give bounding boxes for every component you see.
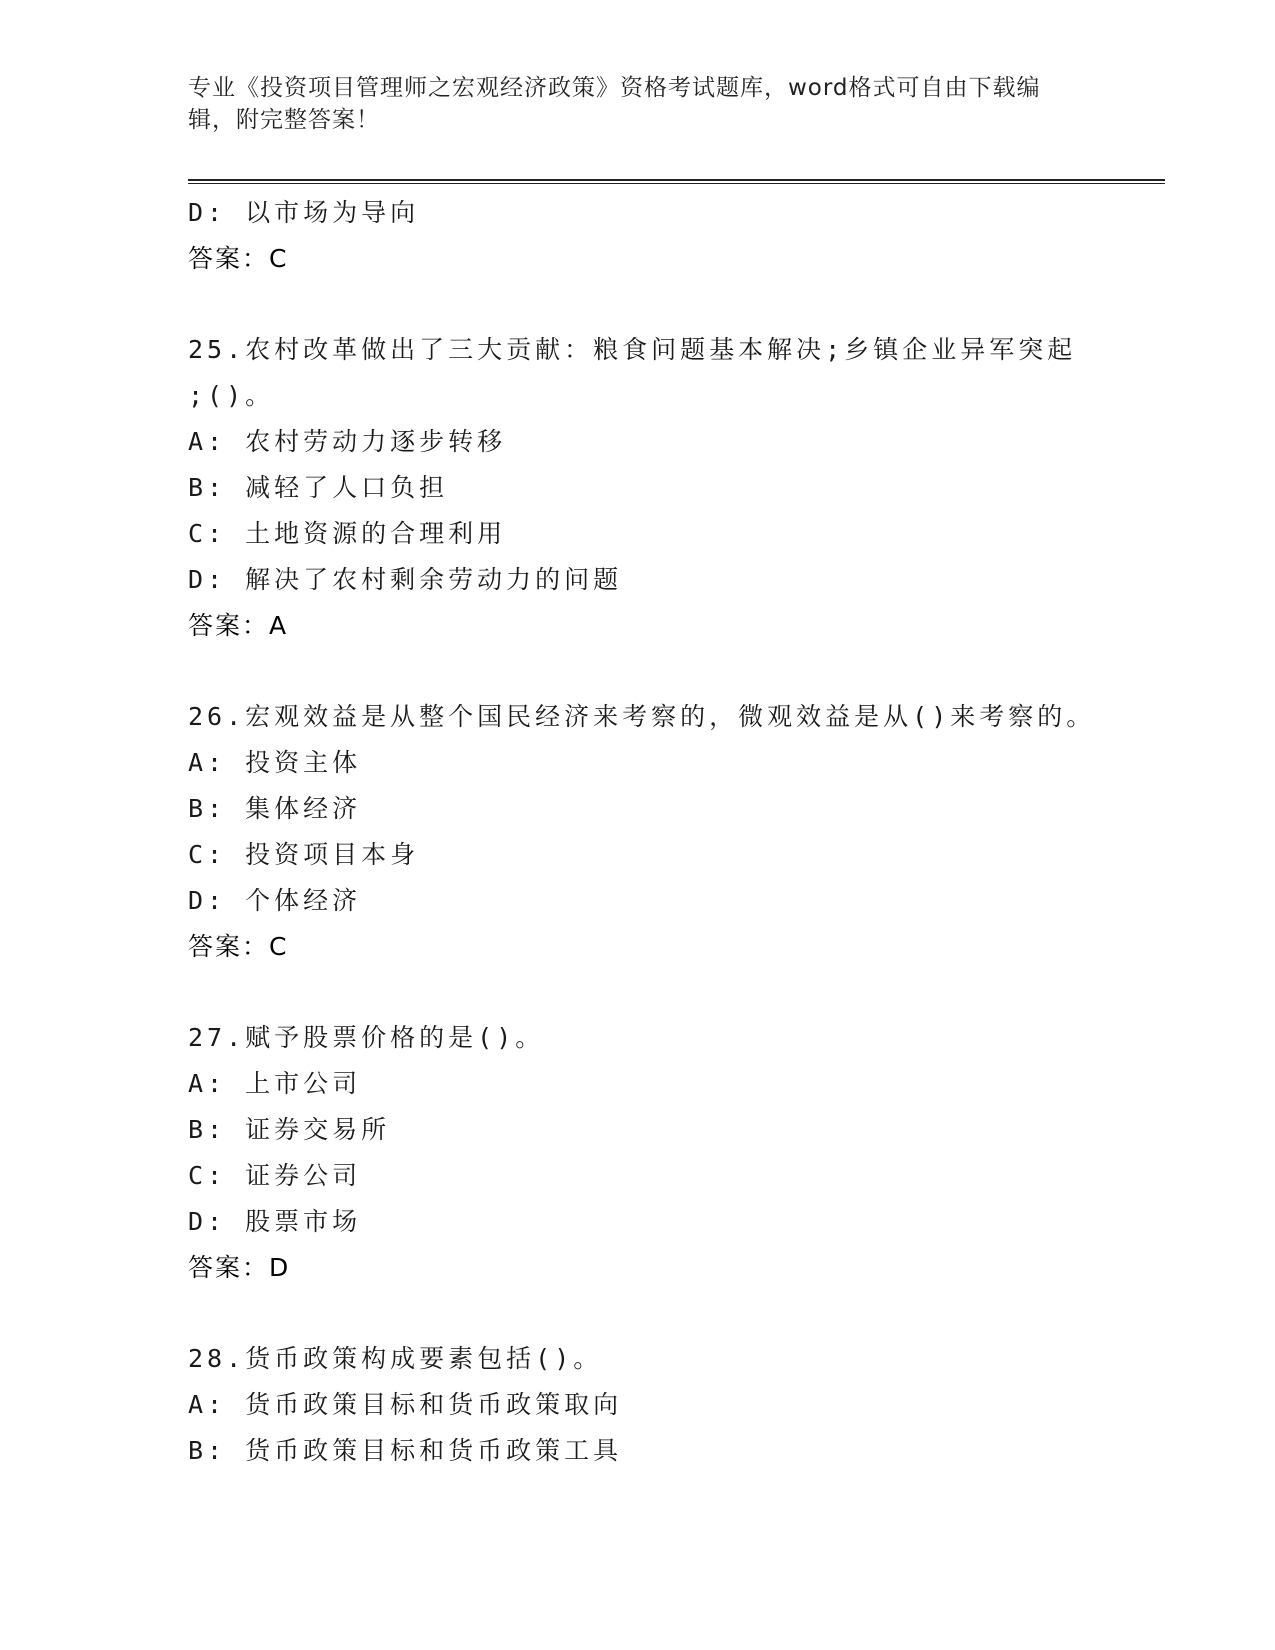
prev-option-d: D: 以市场为导向: [188, 198, 420, 227]
question-25-stem-cont: ;()。: [188, 381, 275, 410]
document-header: [188, 72, 1078, 136]
spacer: [188, 649, 1088, 694]
spacer: [188, 282, 1088, 327]
question-26-option-c: C: 投资项目本身: [188, 840, 420, 869]
header-divider-thin: [188, 183, 1165, 184]
question-25-option-a: A: 农村劳动力逐步转移: [188, 427, 507, 456]
question-25-option-c: C: 土地资源的合理利用: [188, 519, 507, 548]
question-26-answer: 答案：C: [188, 932, 289, 961]
question-26-option-b: B: 集体经济: [188, 794, 362, 823]
spacer: [188, 970, 1088, 1015]
question-26-option-d: D: 个体经济: [188, 886, 362, 915]
question-27-option-a: A: 上市公司: [188, 1069, 362, 1098]
question-list: [188, 190, 1096, 1474]
question-27-stem: 27.赋予股票价格的是()。: [188, 1023, 545, 1052]
question-26-stem: 26.宏观效益是从整个国民经济来考察的，微观效益是从()来考察的。: [188, 702, 1096, 731]
header-divider-thick: [188, 179, 1165, 181]
question-27: [188, 1015, 1088, 1291]
question-28-option-a: A: 货币政策目标和货币政策取向: [188, 1390, 623, 1419]
question-27-option-b: B: 证券交易所: [188, 1115, 391, 1144]
header-title-line-1: 专业《投资项目管理师之宏观经济政策》资格考试题库，word格式可自由下载编: [188, 75, 1041, 101]
prev-answer: 答案：C: [188, 244, 289, 273]
question-25-answer: 答案：A: [188, 611, 289, 640]
question-26: [188, 694, 1096, 970]
question-28-stem: 28.货币政策构成要素包括()。: [188, 1344, 603, 1373]
question-27-option-d: D: 股票市场: [188, 1207, 362, 1236]
question-27-answer: 答案：D: [188, 1253, 291, 1282]
header-title-line-2: 辑，附完整答案！: [188, 107, 380, 133]
question-25: [188, 327, 1088, 649]
question-27-option-c: C: 证券公司: [188, 1161, 362, 1190]
question-25-option-d: D: 解决了农村剩余劳动力的问题: [188, 565, 623, 594]
spacer: [188, 1291, 1088, 1336]
question-28-option-b: B: 货币政策目标和货币政策工具: [188, 1436, 623, 1465]
question-26-option-a: A: 投资主体: [188, 748, 362, 777]
question-28: [188, 1336, 1088, 1474]
question-25-option-b: B: 减轻了人口负担: [188, 473, 449, 502]
question-25-stem: 25.农村改革做出了三大贡献：粮食问题基本解决;乡镇企业异军突起: [188, 335, 1077, 364]
